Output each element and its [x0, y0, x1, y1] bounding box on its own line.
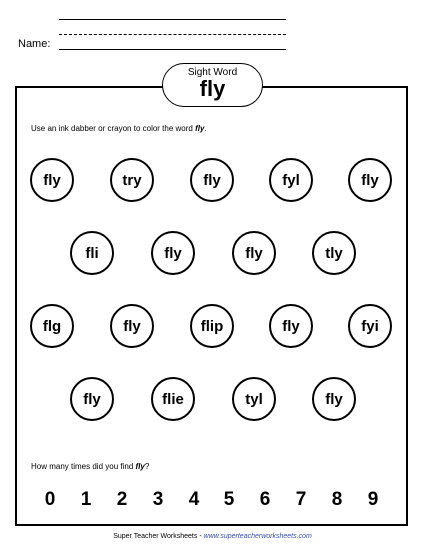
word-circle[interactable]: fly — [232, 231, 276, 275]
answer-number[interactable]: 0 — [44, 489, 56, 510]
answer-number[interactable]: 8 — [331, 489, 343, 510]
word-circle[interactable]: fly — [70, 377, 114, 421]
word-circle[interactable]: fly — [348, 158, 392, 202]
word-circle[interactable]: fly — [269, 304, 313, 348]
question-end: ? — [144, 462, 150, 471]
top-line — [59, 19, 286, 20]
footer-link[interactable]: www.superteacherworksheets.com — [203, 533, 312, 540]
footer-separator: - — [197, 533, 204, 540]
word-circle[interactable]: fli — [70, 231, 114, 275]
answer-number[interactable]: 1 — [80, 489, 92, 510]
answer-number[interactable]: 4 — [188, 489, 200, 510]
word-circle[interactable]: flg — [30, 304, 74, 348]
word-circle[interactable]: fyl — [269, 158, 313, 202]
answer-number[interactable]: 5 — [223, 489, 235, 510]
question-prefix: How many times did you find — [31, 462, 136, 471]
word-circle[interactable]: try — [110, 158, 154, 202]
footer-brand: Super Teacher Worksheets — [113, 533, 198, 540]
instruction-text — [31, 124, 207, 133]
name-label: Name: — [18, 38, 51, 50]
answer-number[interactable]: 7 — [295, 489, 307, 510]
answer-number[interactable]: 9 — [367, 489, 379, 510]
instruction-prefix: Use an ink dabber or crayon to color the word — [31, 124, 196, 133]
answer-number[interactable]: 3 — [152, 489, 164, 510]
word-circle[interactable]: tly — [312, 231, 356, 275]
word-circle[interactable]: fly — [30, 158, 74, 202]
word-circle[interactable]: fly — [110, 304, 154, 348]
word-circle[interactable]: fly — [190, 158, 234, 202]
instruction-word: fly — [195, 124, 205, 133]
footer — [0, 533, 425, 540]
name-area — [0, 0, 425, 60]
title-word: fly — [199, 76, 226, 101]
question-word: fly — [135, 462, 145, 471]
word-circle[interactable]: flip — [190, 304, 234, 348]
word-circle[interactable]: fly — [151, 231, 195, 275]
name-line[interactable] — [59, 49, 286, 50]
title-subtitle: Sight Word — [187, 67, 238, 78]
dashed-guide-line — [59, 34, 286, 35]
word-circle[interactable]: fyi — [348, 304, 392, 348]
title-pill — [162, 63, 263, 107]
word-circle[interactable]: flie — [151, 377, 195, 421]
word-circle[interactable]: fly — [312, 377, 356, 421]
question-text — [31, 462, 149, 471]
instruction-end: . — [204, 124, 207, 133]
word-circle[interactable]: tyl — [232, 377, 276, 421]
answer-number[interactable]: 2 — [116, 489, 128, 510]
answer-number[interactable]: 6 — [259, 489, 271, 510]
